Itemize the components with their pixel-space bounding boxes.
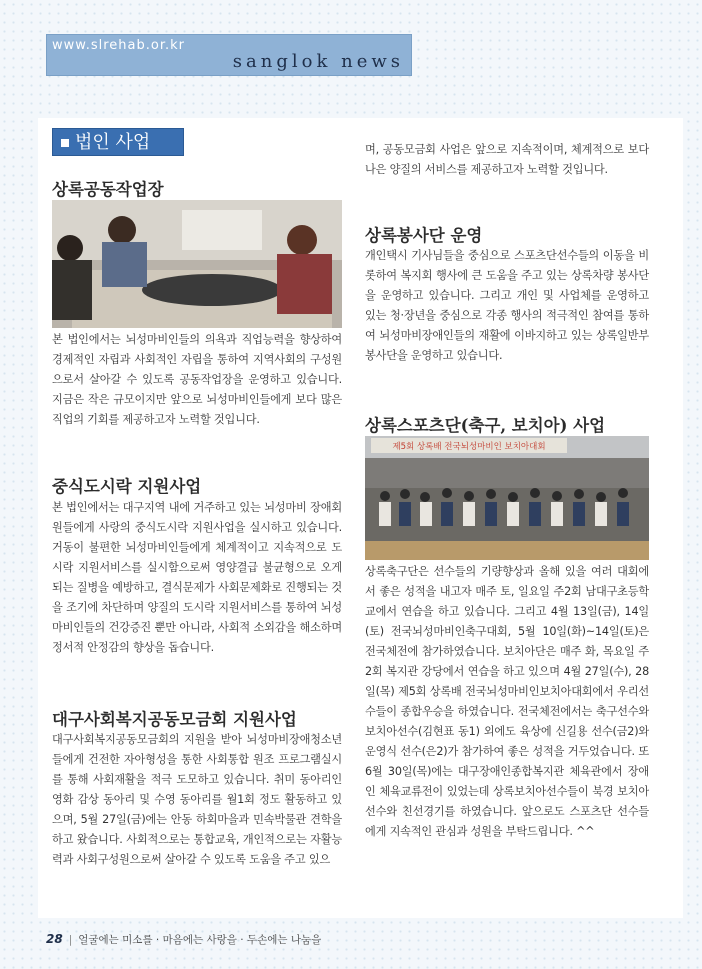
newsletter-title: sanglok news <box>232 51 404 72</box>
section-banner <box>52 128 184 156</box>
content-panel <box>38 118 683 918</box>
mutualaid-continued: 며, 공동모금회 사업은 앞으로 지속적이며, 체계적으로 보다 나은 양질의 서비스를 제공하고자 노력할 것입니다. <box>365 143 649 176</box>
footer-divider: | <box>68 934 73 946</box>
lunchbox-title: 중식도시락 지원사업 <box>52 477 202 496</box>
workshop-title: 상록공동작업장 <box>52 180 164 199</box>
sports-body: 상록축구단은 선수들의 기량향상과 올해 있을 여러 대회에서 좋은 성적을 내고자 매주 토, 일요일 주2회 남대구초등학교에서 연습을 하고 있습니다. 그리고 4월 13일(금), 14일(토) 전국뇌성마비인축구대회, 5월 10일(화)~14일(토)은 전국체전에 참가하였습니다. 보치아단은 매주 화, 목요일 주2회 복지관 강당에서 연습을 하고 있으며 4월 27일(수), 28일(목) 제5회 상록배 전국뇌성마비인보치아대회에서 우리선수들이 종합우승을 하였습니다. 전국체전에서는 축구선수와 보치아선수(김현표 동1) 외에도 육상에 신길용 선수(금2)와 운영식 선수(은2)가 참가하여 좋은 성적을 거두었습니다. 또 6월 30일(목)에는 대구장애인종합복지관 체육관에서 장애인 체육교류전이 있었는데 상록보치아선수들이 북경 보치아선수와 친선경기를 하였습니다. 앞으로도 스포츠단 선수들에게 지속적인 관심과 성원을 부탁드립니다. ^^ <box>365 565 649 838</box>
square-bullet-icon <box>61 139 69 147</box>
workshop-body: 본 법인에서는 뇌성마비인들의 의욕과 직업능력을 향상하여 경제적인 자립과 사회적인 자립을 통하여 지역사회의 구성원으로서 살아갈 수 있도록 공동작업장을 운영하고 있습니다. 지금은 작은 규모이지만 앞으로 뇌성마비인들에게 보다 많은 직업의 기회를 제공하고자 노력할 것입니다. <box>52 333 342 426</box>
page-footer <box>46 932 321 947</box>
section-banner-label: 법인 사업 <box>75 132 151 153</box>
volunteer-title: 상록봉사단 운영 <box>365 226 483 245</box>
website-url[interactable]: www.slrehab.or.kr <box>52 38 185 53</box>
footer-slogan: 얼굴에는 미소를 · 마음에는 사랑을 · 두손에는 나눔을 <box>78 934 322 946</box>
lunchbox-body: 본 법인에서는 대구지역 내에 거주하고 있는 뇌성마비 장애회원들에게 사랑의 중식도시락 지원사업을 실시하고 있습니다. 거동이 불편한 뇌성마비인들에게 체계적이고 지속적으로 도시락 지원서비스를 실시함으로써 영양결급 불균형으로 오게 되는 질병을 예방하고, 결식문제가 사회문제화로 진행되는 것을 조기에 차단하며 양질의 도시락 지원서비스를 통하여 뇌성마비인들의 건강증진 뿐만 아니라, 사회적 소외감을 해소하며 정서적 안정감의 향상을 돕습니다. <box>52 501 342 654</box>
boccia-photo <box>365 436 649 560</box>
masthead <box>46 34 412 76</box>
sports-title: 상록스포츠단(축구, 보치아) 사업 <box>365 416 606 435</box>
boccia-banner-text: 제5회 상록배 전국뇌성마비인 보치아대회 <box>392 442 546 452</box>
page-number: 28 <box>46 932 63 946</box>
volunteer-body: 개인택시 기사님들을 중심으로 스포츠단선수들의 이동을 비롯하여 복지회 행사에 큰 도움을 주고 있는 상록차량 봉사단을 운영하고 있습니다. 그리고 개인 및 사업체를 운영하고 있는 청·장년을 중심으로 각종 행사의 적극적인 참여를 통하여 뇌성마비장애인들의 재활에 이바지하고 있는 상록일반부봉사단을 운영하고 있습니다. <box>365 249 649 362</box>
workshop-photo <box>52 200 342 328</box>
mutualaid-body: 대구사회복지공동모금회의 지원을 받아 뇌성마비장애청소년들에게 건전한 자아형성을 통한 사회통합 원조 프로그램실시를 통해 사회재활을 적극 도모하고 있습니다. 취미 동아리인 영화 감상 동아리 및 수영 동아리를 월1회 정도 활동하고 있으며, 5월 27일(금)에는 안동 하회마을과 민속박물관 견학을 하고 왔습니다. 사회적으로는 통합교육, 개인적으로는 자활능력과 사회구성원으로써 살아갈 수 있도록 도움을 주고 있으 <box>52 733 342 866</box>
mutualaid-title: 대구사회복지공동모금회 지원사업 <box>52 710 297 729</box>
